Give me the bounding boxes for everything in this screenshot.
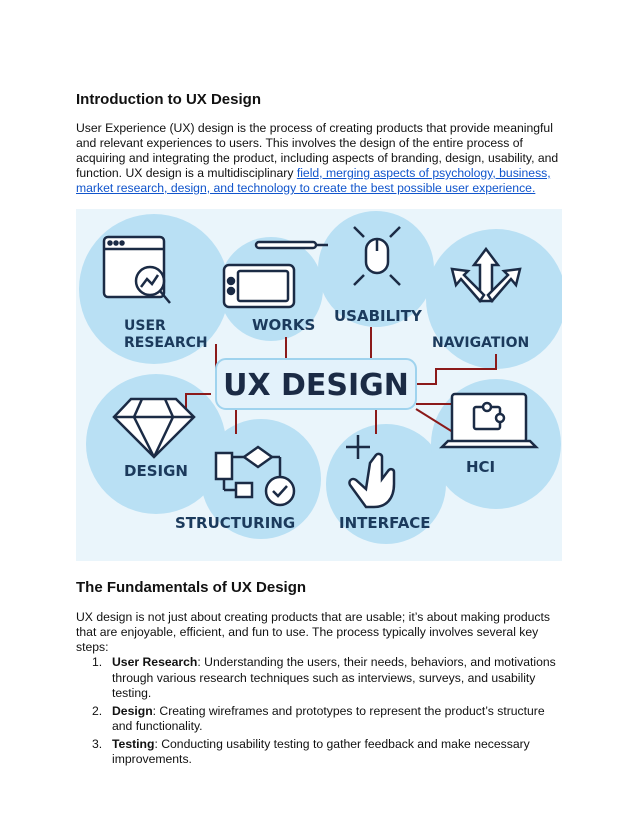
label-design: DESIGN	[124, 462, 188, 480]
fundamentals-paragraph: UX design is not just about creating products that are usable; it’s about making products that are enjoyable, efficient, and fun to use. The process typically involves several key steps:	[76, 610, 551, 654]
list-item	[76, 704, 566, 735]
drawing-tablet-icon	[224, 265, 294, 307]
list-item	[76, 737, 566, 768]
intro-text: User Experience (UX) design is the process of creating products that provide meaningful and relevant experiences to users. This involves the design of the entire process of acquiring and integrating the product, including aspects of branding, design, usability, and function. UX design is a multidisciplinary	[76, 121, 559, 180]
label-hci: HCI	[466, 458, 496, 476]
label-research: RESEARCH	[124, 335, 208, 351]
step-term: User Research	[112, 655, 198, 669]
label-navigation: NAVIGATION	[432, 335, 530, 351]
steps-list	[76, 655, 566, 770]
browser-magnifier-icon	[104, 237, 170, 303]
step-number: 3.	[92, 736, 103, 751]
label-interface: INTERFACE	[339, 514, 431, 532]
list-item	[76, 655, 566, 702]
intro-paragraph	[76, 121, 566, 196]
step-term: Design	[112, 703, 153, 718]
laptop-puzzle-icon	[442, 394, 536, 447]
step-number: 1.	[92, 655, 103, 669]
step-desc: : Creating wireframes and prototypes to represent the product’s structure and functionality.	[112, 703, 545, 733]
ux-design-infographic	[76, 209, 562, 561]
step-desc: : Understanding the users, their needs, behaviors, and motivations through various research techniques such as interviews, surveys, and usability testing.	[112, 655, 556, 700]
center-label: UX DESIGN	[223, 368, 409, 403]
intro-heading: Introduction to UX Design	[76, 91, 261, 108]
step-term: Testing	[112, 736, 155, 751]
label-usability: USABILITY	[334, 307, 422, 325]
label-structuring: STRUCTURING	[175, 514, 296, 532]
step-number: 2.	[92, 703, 103, 718]
step-desc: : Conducting usability testing to gather feedback and make necessary improvements.	[112, 736, 530, 766]
intro-link[interactable]: field, merging aspects of psychology, business, market research, design, and technology to create the best possible user experience.	[76, 166, 551, 195]
label-works: WORKS	[252, 316, 316, 334]
fundamentals-heading: The Fundamentals of UX Design	[76, 579, 307, 596]
label-user: USER	[124, 318, 166, 334]
infographic-svg	[76, 209, 562, 561]
